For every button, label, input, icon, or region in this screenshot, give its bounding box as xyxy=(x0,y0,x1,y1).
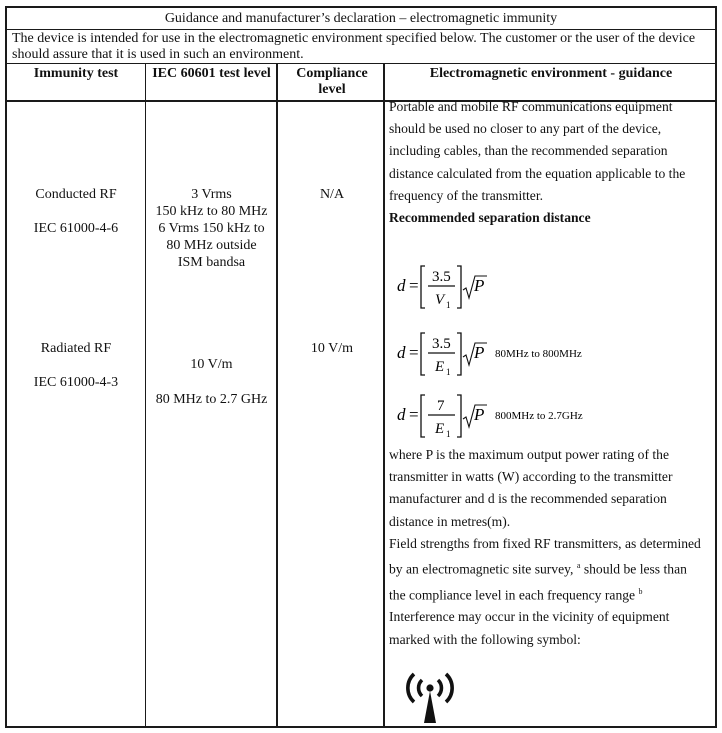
formula-numerator: 3.5 xyxy=(432,336,451,352)
formula-radiated-low xyxy=(395,329,615,379)
formula-numerator: 7 xyxy=(437,398,445,414)
header-iec-level: IEC 60601 test level xyxy=(152,66,271,81)
formula-lhs: d xyxy=(397,405,406,424)
formula-frequency-note: 80MHz to 800MHz xyxy=(495,348,582,360)
formula-radicand: P xyxy=(474,276,485,295)
guidance-heading: Recommended separation distance xyxy=(389,210,591,226)
guidance-paragraph: Portable and mobile RF communications equipment should be used no closer to any part of the device, including cables, than the recommended separation distance calculated from the equation applicable to the frequency of the transmitter. xyxy=(389,99,686,203)
header-immunity-test: Immunity test xyxy=(33,66,119,81)
formula-radicand: P xyxy=(474,343,485,362)
guidance-text xyxy=(389,96,701,229)
formula-subscript: 1 xyxy=(446,367,451,377)
svg-text:=: = xyxy=(409,405,419,424)
formula-frequency-note: 800MHz to 2.7GHz xyxy=(495,410,583,422)
conducted-level-line: 150 kHz to 80 MHz xyxy=(155,204,268,219)
conducted-rf-level xyxy=(147,186,276,271)
rf-radiation-symbol-icon xyxy=(402,671,458,730)
table-title: Guidance and manufacturer’s declaration – electromagnetic immunity xyxy=(7,8,715,30)
svg-text:=: = xyxy=(409,343,419,362)
formula-lhs: d xyxy=(397,343,406,362)
formula-denominator: E xyxy=(435,359,445,375)
formula-lhs: d xyxy=(397,276,406,295)
guidance-paragraph: where P is the maximum output power rating of the transmitter in watts (W) according to the transmitter manufacturer and d is the recommended separation distance in metres(m). xyxy=(389,447,673,529)
column-divider xyxy=(276,64,278,726)
column-divider xyxy=(383,64,385,726)
conducted-level-line: ISM bandsa xyxy=(177,255,246,270)
formula-numerator: 3.5 xyxy=(432,269,451,285)
footnote-a-marker: a xyxy=(576,561,581,571)
formula-denominator: V xyxy=(435,292,445,308)
formula-denominator: E xyxy=(435,421,445,437)
conducted-rf-name: Conducted RF xyxy=(35,187,117,202)
radiated-rf-range: 80 MHz to 2.7 GHz xyxy=(155,392,268,407)
conducted-rf-compliance: N/A xyxy=(319,187,345,202)
field-strength-text: Field strengths from fixed RF transmitters, as determined by an electromagnetic site survey, xyxy=(389,535,701,577)
column-divider xyxy=(145,64,146,726)
formula-radiated-high xyxy=(395,391,615,441)
conducted-level-line: 80 MHz outside xyxy=(166,238,257,253)
header-compliance: Compliance level xyxy=(296,66,368,97)
formula-subscript: 1 xyxy=(446,300,451,310)
field-strength-text-cont: should be less than the compliance level in each frequency range xyxy=(389,561,687,603)
radiated-rf-standard: IEC 61000-4-3 xyxy=(33,375,119,390)
conducted-rf-standard: IEC 61000-4-6 xyxy=(33,221,119,236)
radiated-rf-name: Radiated RF xyxy=(40,341,112,356)
svg-text:=: = xyxy=(409,276,419,295)
formula-subscript: 1 xyxy=(446,429,451,439)
guidance-text-lower xyxy=(389,444,701,651)
conducted-level-line: 3 Vrms xyxy=(191,187,232,202)
conducted-level-line: 6 Vrms 150 kHz to xyxy=(158,221,265,236)
radiated-rf-level: 10 V/m xyxy=(190,357,233,372)
footnote-b-marker: b xyxy=(638,586,643,596)
guidance-paragraph xyxy=(389,533,701,607)
radiated-rf-compliance: 10 V/m xyxy=(310,341,354,356)
header-guidance: Electromagnetic environment - guidance xyxy=(429,66,673,81)
formula-radicand: P xyxy=(474,405,485,424)
guidance-paragraph: Interference may occur in the vicinity of equipment marked with the following symbol: xyxy=(389,609,670,647)
table-intro: The device is intended for use in the electromagnetic environment specified below. The customer or the user of the device should assure that it is used in such an environment. xyxy=(7,30,715,64)
formula-conducted xyxy=(395,262,535,312)
